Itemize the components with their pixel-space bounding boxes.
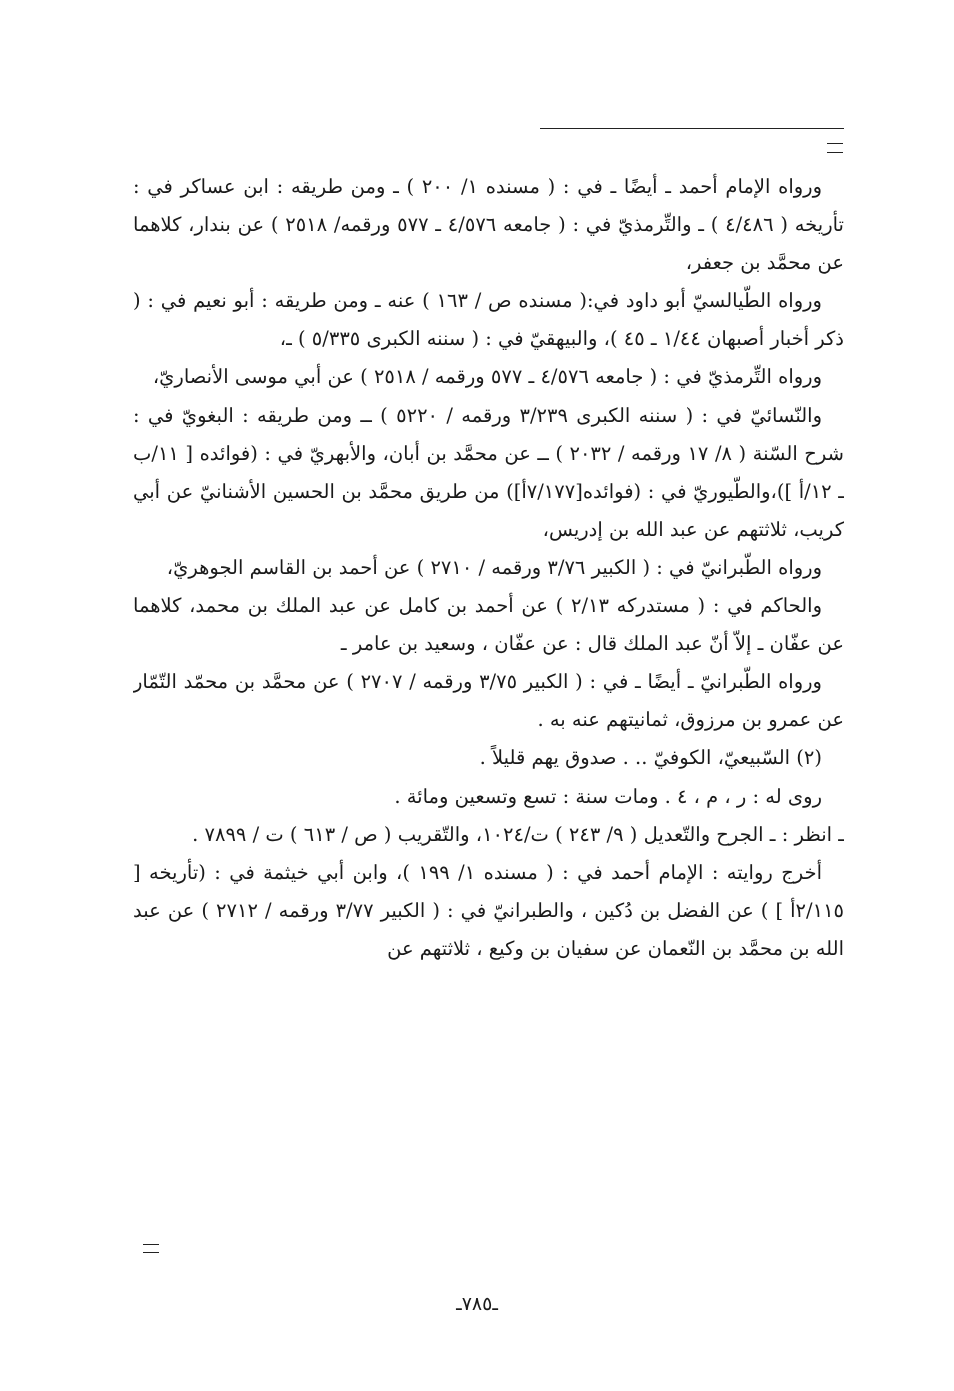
paragraph-tabarani-2: ورواه الطّبرانيّ ـ أيضًا ـ في : ( الكبير ٣/٧٥ ورقمه / ٢٧٠٧ ) عن محمَّد بن محمّد التّمّار عن عمرو بن مرزوق، ثمانيتهم عنه به . <box>133 670 844 732</box>
paragraph-tabarani: ورواه الطّبرانيّ في : ( الكبير ٣/٧٦ ورقمه / ٢٧١٠ ) عن أحمد بن القاسم الجوهريّ، <box>166 555 822 579</box>
paragraph-tayalisi: ورواه الطّيالسيّ أبو داود في:( مسنده ص / ١٦٣ ) عنه ـ ومن طريقه : أبو نعيم في : ( ذكر أخبار أصبهان ١/٤٤ ـ ٤٥ )، والبيهقيّ في : ( سننه الكبرى ٥/٣٣٥ ) ـ، <box>133 289 844 351</box>
page-number: ـ٧٨٥ـ <box>456 1293 498 1315</box>
paragraph-tirmidhi: ورواه التِّرمذيّ في : ( جامعه ٤/٥٧٦ ـ ٥٧٧ ورقمه / ٢٥١٨ ) عن أبي موسى الأنصاريّ، <box>152 365 822 389</box>
continuation-mark-top <box>827 143 843 153</box>
paragraph-nasai: والنّسائيّ في : ( سننه الكبرى ٣/٢٣٩ ورقمه / ٥٢٢٠ ) ــ ومن طريقه : البغويّ في : شرح السّنة ( ٨/ ١٧ ورقمه / ٢٠٣٢ ) ــ عن محمَّد بن أبان، والأبهريّ في : (فوائده [ ١١/ب ـ ١٢/أ ])،والطّيوريّ في : (فوائده[٧/١٧٧أ]) من طريق محمَّد بن الحسين الأشنانيّ عن أبي كريب، ثلاثتهم عن عبد الله بن إدريس، <box>133 403 844 541</box>
footnote-line-2: روى له : ر ، م ، ٤ . ومات سنة : تسع وتسعين ومائة . <box>394 784 822 808</box>
footnote-separator-rule <box>540 128 844 129</box>
paragraph-hakim: والحاكم في : ( مستدركه ٢/١٣ ) عن أحمد بن كامل عن عبد الملك بن محمد، كلاهما عن عفّان ـ إلاّ أنّ عبد الملك قال : عن عفّان ، وسعيد بن عامر ـ <box>133 594 844 656</box>
footnote-text-block <box>133 168 844 1263</box>
paragraph-riwayah: أخرج روايته : الإمام أحمد في : ( مسنده ١/ ١٩٩ )، وابن أبي خيثمة في : (تأريخه [ ٢/١١٥أ ] ) عن الفضل بن دُكين ، والطبرانيّ في : ( الكبير ٣/٧٧ ورقمه / ٢٧١٢ ) عن عبد الله بن محمَّد بن النّعمان عن سفيان بن وكيع ، ثلاثتهم عن <box>133 860 844 960</box>
paragraph-ahmad: ورواه الإمام أحمد ـ أيضًا ـ في : ( مسنده ١/ ٢٠٠ ) ـ ومن طريقه : ابن عساكر في : تأريخه ( ٤/٤٨٦ ) ـ والتِّرمذيّ في : ( جامعه ٤/٥٧٦ ـ ٥٧٧ ورقمه/ ٢٥١٨ ) عن بندار، كلاهما عن محمَّد بن جعفر، <box>133 175 844 275</box>
continuation-mark-bottom <box>143 1244 159 1253</box>
footnote-line-3: ـ انظر : ـ الجرح والتّعديل ( ٩/ ٢٤٣ ) ت/١٠٢٤، والتّقريب ( ص / ٦١٣ ) ت / ٧٨٩٩ . <box>192 822 844 846</box>
footnote-line-1: (٢) السّبيعيّ، الكوفيّ .. . صدوق يهم قليلاً . <box>479 746 822 770</box>
